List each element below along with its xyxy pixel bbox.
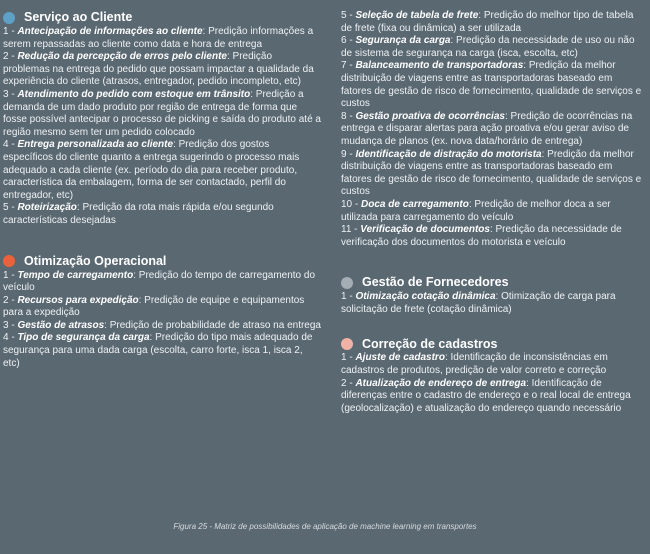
item-description: : Otimização de carga para solicitação de frete (cotação dinâmica) bbox=[341, 291, 616, 315]
item-label: Doca de carregamento bbox=[361, 198, 469, 210]
list-item bbox=[341, 199, 643, 224]
item-label: Tipo de segurança da carga bbox=[17, 332, 150, 344]
item-number: 5 - bbox=[341, 10, 356, 21]
item-description: : Predição de melhor doca a ser utilizada para carregamento do veículo bbox=[341, 198, 611, 223]
item-description: : Predição do tempo de carregamento do veículo bbox=[3, 269, 316, 294]
item-number: 7 - bbox=[341, 60, 356, 72]
item-label: Entrega personalizada ao cliente bbox=[17, 139, 174, 151]
figure-caption: Figura 25 - Matriz de possibilidades de aplicação de machine learning em transportes bbox=[173, 522, 477, 531]
section-gestao-de-fornecedores bbox=[341, 275, 643, 316]
orange-dot-icon bbox=[3, 255, 15, 267]
item-description: : Predição do melhor tipo de tabela de frete (fixa ou dinâmica) a ser utilizada bbox=[341, 10, 634, 34]
right-column bbox=[341, 10, 643, 429]
list-item bbox=[341, 352, 643, 377]
item-number: 3 - bbox=[3, 319, 18, 331]
item-description: : Predição a demanda de um dado produto por região de entrega de forma que fosse possível antecipar o processo de picking e saída do produto até a região mesmo sem ter um pedido colocado bbox=[3, 88, 321, 138]
item-description: : Predição informações a serem repassadas ao cliente como data e hora de entrega bbox=[3, 26, 314, 50]
list-item bbox=[341, 149, 643, 199]
item-number: 8 - bbox=[341, 110, 356, 122]
pink-dot-icon bbox=[341, 338, 353, 350]
item-number: 1 - bbox=[3, 26, 18, 37]
item-number: 9 - bbox=[341, 148, 356, 160]
section-servico-ao-cliente bbox=[3, 10, 321, 228]
item-number: 4 - bbox=[3, 139, 18, 151]
list-item bbox=[3, 320, 321, 333]
left-column bbox=[3, 10, 321, 384]
list-item bbox=[3, 295, 321, 320]
item-description: : Predição da rota mais rápida e/ou segundo características desejadas bbox=[3, 202, 274, 226]
list-item bbox=[341, 35, 643, 60]
item-description: : Predição do tipo mais adequado de segurança para uma dada carga (escolta, carro forte, isca 1, isca 2, etc) bbox=[3, 332, 313, 369]
item-number: 5 - bbox=[3, 202, 18, 214]
item-label: Atendimento do pedido com estoque em trânsito bbox=[17, 88, 251, 100]
item-description: : Identificação de inconsistências em cadastros de produtos, predição de valor correto e correção bbox=[341, 352, 608, 377]
section-title: Gestão de Fornecedores bbox=[362, 275, 509, 290]
item-description: : Predição da melhor distribuição de viagens entre as transportadoras baseado em fatores de gestão de risco de fornecimento, qualidade de serviços e custos bbox=[341, 60, 642, 110]
item-description: : Predição problemas na entrega do pedido que possam impactar a qualidade da experiência do cliente (atrasos, entregador, pedido incompleto, etc) bbox=[3, 51, 314, 88]
list-item bbox=[3, 89, 321, 139]
item-description: : Predição de ocorrências na entrega e disparar alertas para ação proativa e/ou gerar aviso de mudança de planos (ex. nova data/horário de entrega) bbox=[341, 110, 633, 147]
gray-dot-icon bbox=[341, 277, 353, 289]
list-item bbox=[341, 378, 643, 416]
item-label: Verificação de documentos bbox=[360, 224, 490, 236]
section-otimizacao-operacional bbox=[3, 254, 321, 371]
list-item bbox=[341, 60, 643, 110]
item-number: 10 - bbox=[341, 198, 362, 210]
list-item bbox=[3, 139, 321, 202]
list-item bbox=[341, 111, 643, 149]
section-title: Otimização Operacional bbox=[24, 253, 167, 268]
item-label: Seleção de tabela de frete bbox=[355, 10, 479, 21]
item-label: Gestão proativa de ocorrências bbox=[355, 110, 505, 122]
list-item bbox=[341, 224, 643, 249]
item-label: Atualização de endereço de entrega bbox=[355, 377, 527, 389]
list-item bbox=[3, 270, 321, 295]
item-label: Roteirização bbox=[17, 202, 77, 214]
list-item bbox=[341, 291, 643, 316]
item-number: 2 - bbox=[3, 294, 18, 306]
item-number: 1 - bbox=[341, 291, 356, 303]
item-description: : Identificação de diferenças entre o cadastro de endereço e o real local de entrega (geolocalização) e atualização do endereço quando necessário bbox=[341, 377, 631, 414]
item-number: 1 - bbox=[341, 352, 356, 364]
item-number: 2 - bbox=[341, 377, 356, 389]
item-label: Redução da percepção de erros pelo cliente bbox=[17, 51, 227, 63]
item-description: : Predição de equipe e equipamentos para a expedição bbox=[3, 294, 305, 319]
item-label: Gestão de atrasos bbox=[17, 319, 105, 331]
item-label: Identificação de distração do motorista bbox=[355, 148, 542, 160]
section-title: Serviço ao Cliente bbox=[24, 10, 133, 25]
list-item bbox=[3, 202, 321, 227]
list-item bbox=[3, 51, 321, 89]
item-label: Tempo de carregamento bbox=[17, 269, 134, 281]
item-label: Segurança da carga bbox=[355, 35, 451, 47]
item-label: Antecipação de informações ao cliente bbox=[17, 26, 203, 37]
list-item bbox=[3, 332, 321, 370]
item-description: : Predição da necessidade de verificação dos documentos do motorista e veículo bbox=[341, 224, 622, 248]
item-description: : Predição da necessidade de uso ou não de sistema de segurança na carga (isca, escolta, etc) bbox=[341, 35, 635, 59]
item-label: Recursos para expedição bbox=[17, 294, 139, 306]
item-label: Ajuste de cadastro bbox=[355, 352, 445, 364]
section-servico-ao-cliente-continued bbox=[341, 10, 643, 249]
item-label: Balanceamento de transportadoras bbox=[355, 60, 524, 72]
list-item bbox=[341, 10, 643, 35]
item-number: 2 - bbox=[3, 51, 18, 63]
item-label: Otimização cotação dinâmica bbox=[355, 291, 496, 303]
list-item bbox=[3, 26, 321, 51]
blue-dot-icon bbox=[3, 12, 15, 24]
item-number: 4 - bbox=[3, 332, 18, 344]
item-description: : Predição de probabilidade de atraso na entrega bbox=[104, 319, 321, 331]
item-description: : Predição dos gostos específicos do cliente quanto a entrega sugerindo o processo mais adequado a cada cliente (ex. período do dia para receber produto, característica da embalagem, forma de ser contactado, perfil do entregador, etc) bbox=[3, 139, 300, 201]
item-number: 11 - bbox=[341, 224, 361, 236]
section-correcao-de-cadastros bbox=[341, 336, 643, 415]
item-number: 1 - bbox=[3, 269, 18, 281]
item-number: 6 - bbox=[341, 35, 356, 47]
item-description: : Predição da melhor distribuição de viagens entre as transportadoras baseado em fatores de gestão de risco de fornecimento, qualidade de serviços e custos bbox=[341, 148, 642, 198]
section-title: Correção de cadastros bbox=[362, 336, 498, 351]
item-number: 3 - bbox=[3, 88, 18, 100]
